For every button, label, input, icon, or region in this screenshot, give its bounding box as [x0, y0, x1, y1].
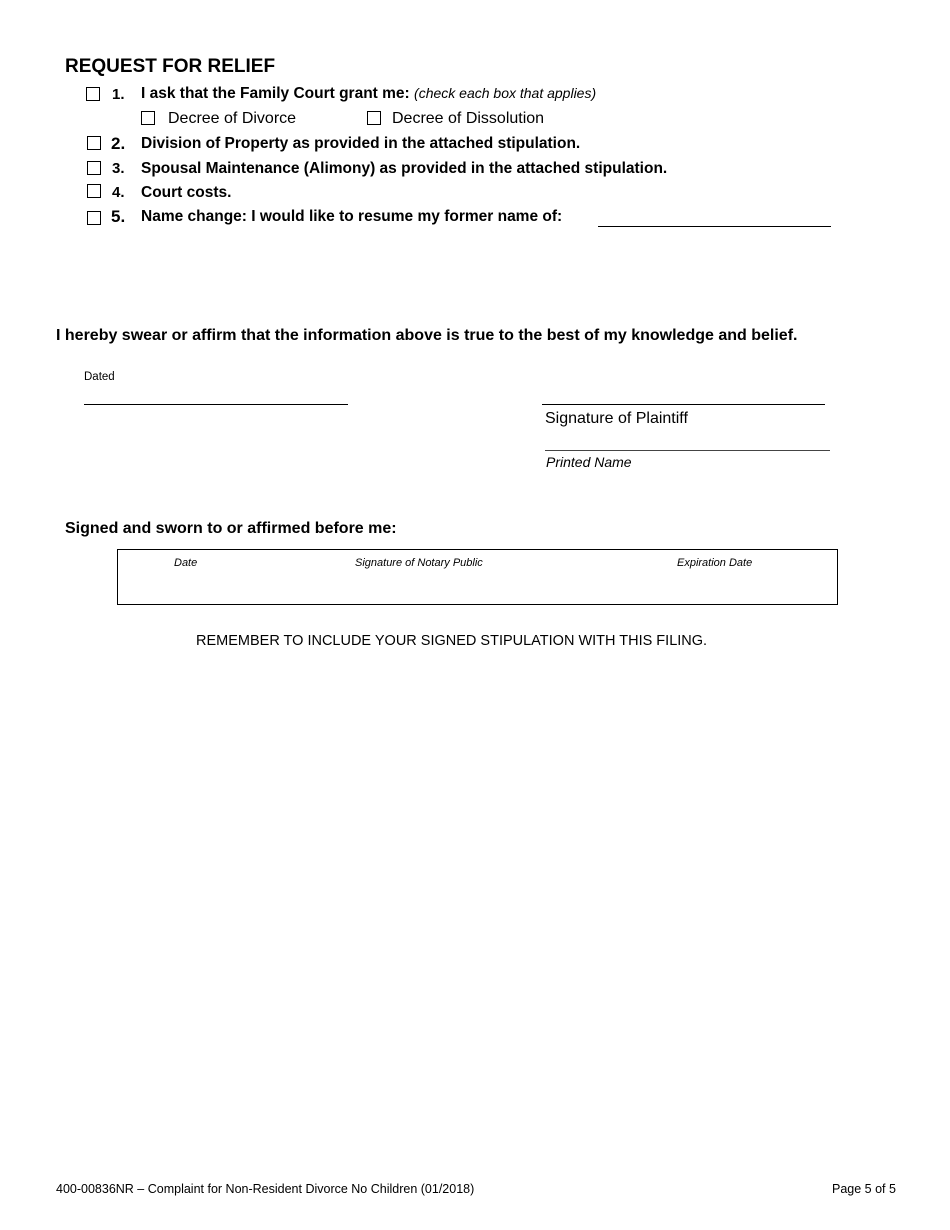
notary-date-label: Date [174, 557, 198, 569]
decree-divorce-checkbox[interactable] [141, 111, 155, 125]
printed-name-label: Printed Name [546, 454, 632, 470]
notary-signature-label: Signature of Notary Public [355, 557, 483, 569]
dated-label: Dated [84, 371, 115, 383]
oath-statement: I hereby swear or affirm that the information above is true to the best of my knowledge and belief. [56, 327, 798, 344]
item-2-text: Division of Property as provided in the attached stipulation. [141, 135, 581, 152]
item-1-text [141, 85, 596, 103]
decree-dissolution-label: Decree of Dissolution [392, 110, 545, 127]
decree-dissolution-checkbox[interactable] [367, 111, 381, 125]
item-2-checkbox[interactable] [87, 136, 101, 150]
signature-line[interactable] [542, 404, 825, 405]
item-3-number: 3. [112, 160, 125, 177]
footer-page-number: Page 5 of 5 [832, 1182, 896, 1196]
decree-divorce-label: Decree of Divorce [168, 110, 297, 127]
item-1-label: I ask that the Family Court grant me: [141, 85, 410, 102]
item-5-text: Name change: I would like to resume my former name of: [141, 208, 563, 225]
item-4-checkbox[interactable] [87, 184, 101, 198]
reminder-text: REMEMBER TO INCLUDE YOUR SIGNED STIPULATION WITH THIS FILING. [196, 633, 708, 649]
item-4-text: Court costs. [141, 184, 232, 201]
item-1-number: 1. [112, 86, 125, 103]
item-3-text: Spousal Maintenance (Alimony) as provided in the attached stipulation. [141, 160, 668, 177]
item-1-note: (check each box that applies) [414, 85, 597, 101]
item-1-checkbox[interactable] [86, 87, 100, 101]
printed-name-line[interactable] [545, 450, 830, 451]
item-3-checkbox[interactable] [87, 161, 101, 175]
item-5-number: 5. [111, 207, 126, 226]
item-5-checkbox[interactable] [87, 211, 101, 225]
section-title: REQUEST FOR RELIEF [65, 56, 276, 77]
item-2-number: 2. [111, 134, 126, 153]
footer-form-id: 400-00836NR – Complaint for Non-Resident Divorce No Children (01/2018) [56, 1182, 475, 1196]
item-4-number: 4. [112, 184, 125, 201]
signature-label: Signature of Plaintiff [545, 410, 688, 427]
date-line[interactable] [84, 404, 348, 405]
notary-heading: Signed and sworn to or affirmed before me: [65, 520, 397, 537]
notary-box[interactable] [117, 549, 838, 605]
former-name-field[interactable] [598, 226, 831, 227]
notary-expiration-label: Expiration Date [677, 557, 753, 569]
